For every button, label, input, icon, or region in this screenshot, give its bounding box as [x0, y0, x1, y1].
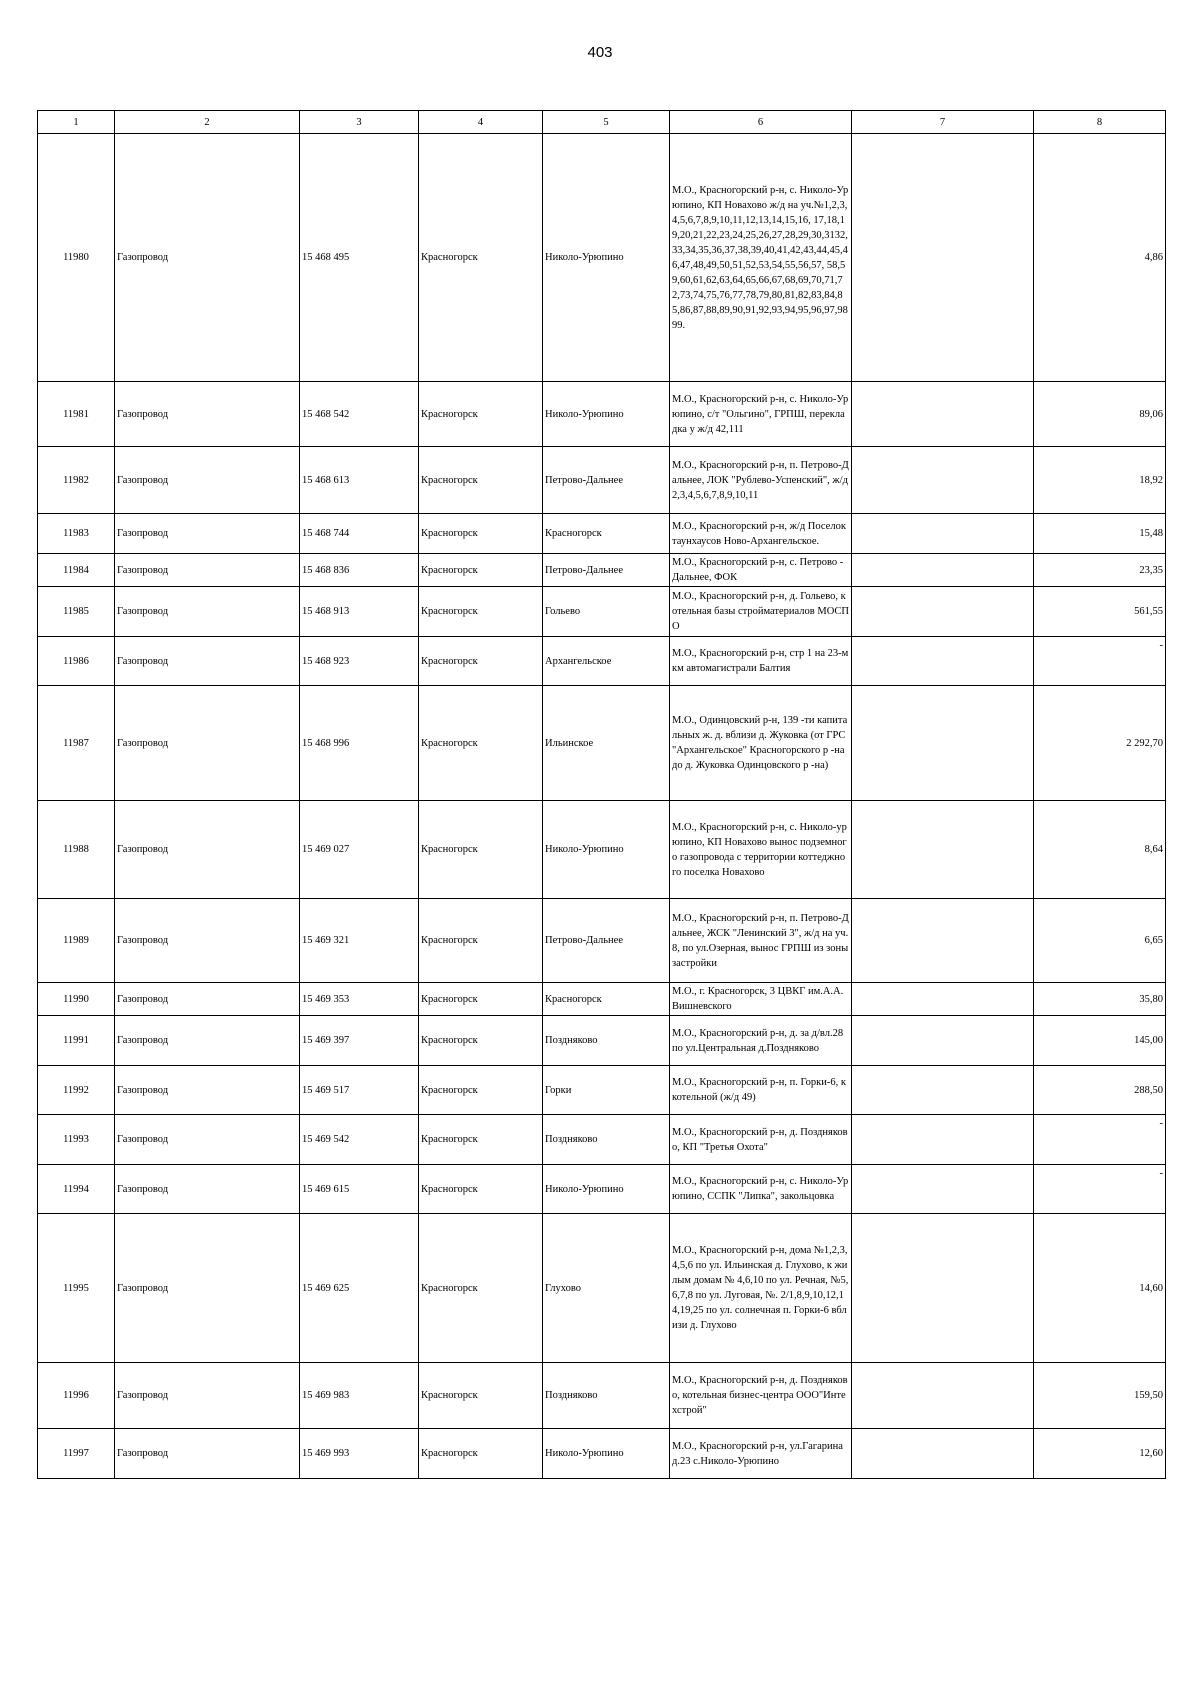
length-value: - [1034, 1165, 1166, 1214]
column-header-row [38, 111, 1166, 134]
district-name: Красногорск [419, 1066, 543, 1115]
column-7-value [852, 554, 1034, 587]
row-number: 11991 [38, 1016, 115, 1066]
column-7-value [852, 637, 1034, 686]
object-address: М.О., Одинцовский р-н, 139 -ти капитальных ж. д. вблизи д. Жуковка (от ГРС "Архангельское" Красногорского р -на до д. Жуковка Одинцовского р -на) [670, 686, 852, 801]
object-code: 15 468 913 [300, 587, 419, 637]
object-address: М.О., г. Красногорск, 3 ЦВКГ им.А.А.Вишневского [670, 983, 852, 1016]
object-code: 15 468 996 [300, 686, 419, 801]
table-row [38, 686, 1166, 801]
object-name: Газопровод [115, 1066, 300, 1115]
row-number: 11995 [38, 1214, 115, 1363]
column-7-value [852, 983, 1034, 1016]
object-address: М.О., Красногорский р-н, с. Петрово - Дальнее, ФОК [670, 554, 852, 587]
object-code: 15 469 027 [300, 801, 419, 899]
table-row [38, 382, 1166, 447]
locality-name: Николо-Урюпино [543, 1429, 670, 1479]
registry-table [37, 110, 1166, 1479]
district-name: Красногорск [419, 983, 543, 1016]
locality-name: Глухово [543, 1214, 670, 1363]
object-name: Газопровод [115, 1363, 300, 1429]
object-code: 15 469 983 [300, 1363, 419, 1429]
row-number: 11981 [38, 382, 115, 447]
object-name: Газопровод [115, 686, 300, 801]
object-name: Газопровод [115, 1115, 300, 1165]
row-number: 11988 [38, 801, 115, 899]
table-row [38, 1429, 1166, 1479]
table-row [38, 1066, 1166, 1115]
table-row [38, 899, 1166, 983]
object-name: Газопровод [115, 637, 300, 686]
object-name: Газопровод [115, 1214, 300, 1363]
table-row [38, 554, 1166, 587]
locality-name: Поздняково [543, 1363, 670, 1429]
district-name: Красногорск [419, 447, 543, 514]
locality-name: Николо-Урюпино [543, 1165, 670, 1214]
district-name: Красногорск [419, 554, 543, 587]
object-address: М.О., Красногорский р-н, стр 1 на 23-м км автомагистрали Балтия [670, 637, 852, 686]
table-row [38, 1165, 1166, 1214]
column-header: 6 [670, 111, 852, 134]
length-value: 159,50 [1034, 1363, 1166, 1429]
row-number: 11992 [38, 1066, 115, 1115]
column-header: 2 [115, 111, 300, 134]
table-row [38, 1016, 1166, 1066]
district-name: Красногорск [419, 1016, 543, 1066]
column-header: 1 [38, 111, 115, 134]
locality-name: Николо-Урюпино [543, 134, 670, 382]
row-number: 11986 [38, 637, 115, 686]
object-name: Газопровод [115, 554, 300, 587]
object-address: М.О., Красногорский р-н, д. Поздняково, КП "Третья Охота" [670, 1115, 852, 1165]
locality-name: Архангельское [543, 637, 670, 686]
object-name: Газопровод [115, 514, 300, 554]
object-code: 15 468 542 [300, 382, 419, 447]
object-code: 15 469 542 [300, 1115, 419, 1165]
object-address: М.О., Красногорский р-н, ж/д Поселок таунхаусов Ново-Архангельское. [670, 514, 852, 554]
object-name: Газопровод [115, 587, 300, 637]
object-code: 15 468 923 [300, 637, 419, 686]
locality-name: Красногорск [543, 514, 670, 554]
district-name: Красногорск [419, 134, 543, 382]
locality-name: Петрово-Дальнее [543, 554, 670, 587]
length-value: 89,06 [1034, 382, 1166, 447]
object-address: М.О., Красногорский р-н, д. Гольево, котельная базы стройматериалов МОСПО [670, 587, 852, 637]
object-address: М.О., Красногорский р-н, с. Николо-Урюпино, ССПК "Липка", закольцовка [670, 1165, 852, 1214]
length-value: 14,60 [1034, 1214, 1166, 1363]
page-number: 403 [587, 44, 613, 61]
length-value: 145,00 [1034, 1016, 1166, 1066]
column-7-value [852, 1214, 1034, 1363]
table-body [38, 111, 1166, 1479]
object-address: М.О., Красногорский р-н, ул.Гагарина д.23 с.Николо-Урюпино [670, 1429, 852, 1479]
column-7-value [852, 686, 1034, 801]
table-row [38, 1115, 1166, 1165]
row-number: 11982 [38, 447, 115, 514]
table-row [38, 514, 1166, 554]
column-header: 8 [1034, 111, 1166, 134]
column-7-value [852, 1066, 1034, 1115]
length-value: 35,80 [1034, 983, 1166, 1016]
row-number: 11985 [38, 587, 115, 637]
column-header: 4 [419, 111, 543, 134]
row-number: 11987 [38, 686, 115, 801]
district-name: Красногорск [419, 899, 543, 983]
district-name: Красногорск [419, 801, 543, 899]
object-code: 15 468 613 [300, 447, 419, 514]
locality-name: Петрово-Дальнее [543, 899, 670, 983]
district-name: Красногорск [419, 637, 543, 686]
length-value: 561,55 [1034, 587, 1166, 637]
length-value: 15,48 [1034, 514, 1166, 554]
row-number: 11989 [38, 899, 115, 983]
row-number: 11993 [38, 1115, 115, 1165]
column-7-value [852, 447, 1034, 514]
table-row [38, 587, 1166, 637]
table-row [38, 1214, 1166, 1363]
table-row [38, 447, 1166, 514]
locality-name: Гольево [543, 587, 670, 637]
object-name: Газопровод [115, 1429, 300, 1479]
object-address: М.О., Красногорский р-н, п. Горки-6, к котельной (ж/д 49) [670, 1066, 852, 1115]
column-7-value [852, 382, 1034, 447]
district-name: Красногорск [419, 587, 543, 637]
locality-name: Горки [543, 1066, 670, 1115]
locality-name: Петрово-Дальнее [543, 447, 670, 514]
column-7-value [852, 1165, 1034, 1214]
district-name: Красногорск [419, 1214, 543, 1363]
column-header: 5 [543, 111, 670, 134]
length-value: 4,86 [1034, 134, 1166, 382]
table-row [38, 1363, 1166, 1429]
district-name: Красногорск [419, 382, 543, 447]
row-number: 11996 [38, 1363, 115, 1429]
row-number: 11983 [38, 514, 115, 554]
locality-name: Ильинское [543, 686, 670, 801]
column-7-value [852, 514, 1034, 554]
length-value: 18,92 [1034, 447, 1166, 514]
object-code: 15 469 517 [300, 1066, 419, 1115]
object-code: 15 469 993 [300, 1429, 419, 1479]
object-name: Газопровод [115, 447, 300, 514]
locality-name: Красногорск [543, 983, 670, 1016]
district-name: Красногорск [419, 1363, 543, 1429]
object-name: Газопровод [115, 1165, 300, 1214]
object-code: 15 469 353 [300, 983, 419, 1016]
column-7-value [852, 1363, 1034, 1429]
column-7-value [852, 899, 1034, 983]
column-7-value [852, 134, 1034, 382]
table-row [38, 134, 1166, 382]
object-code: 15 468 495 [300, 134, 419, 382]
locality-name: Николо-Урюпино [543, 801, 670, 899]
table-row [38, 637, 1166, 686]
object-name: Газопровод [115, 983, 300, 1016]
object-address: М.О., Красногорский р-н, с. Николо-Урюпино, КП Новахово ж/д на уч.№1,2,3,4,5,6,7,8,9,10,11,12,13,14,15,16, 17,18,19,20,21,22,23,24,25,26,27,28,29,30,3132,33,34,35,36,37,38,39,40,41,42,43,44,45,46,47,48,49,50,51,52,53,54,55,56,57, 58,59,60,61,62,63,64,65,66,67,68,69,70,71,72,73,74,75,76,77,78,79,80,81,82,83,84,85,86,87,88,89,90,91,92,93,94,95,96,97,98 99. [670, 134, 852, 382]
length-value: 2 292,70 [1034, 686, 1166, 801]
length-value: 6,65 [1034, 899, 1166, 983]
district-name: Красногорск [419, 514, 543, 554]
locality-name: Николо-Урюпино [543, 382, 670, 447]
column-7-value [852, 1016, 1034, 1066]
length-value: 23,35 [1034, 554, 1166, 587]
length-value: - [1034, 1115, 1166, 1165]
column-7-value [852, 801, 1034, 899]
object-code: 15 469 321 [300, 899, 419, 983]
object-name: Газопровод [115, 134, 300, 382]
column-header: 3 [300, 111, 419, 134]
locality-name: Поздняково [543, 1115, 670, 1165]
object-code: 15 468 744 [300, 514, 419, 554]
row-number: 11990 [38, 983, 115, 1016]
object-code: 15 468 836 [300, 554, 419, 587]
row-number: 11980 [38, 134, 115, 382]
length-value: 288,50 [1034, 1066, 1166, 1115]
district-name: Красногорск [419, 1165, 543, 1214]
object-address: М.О., Красногорский р-н, п. Петрово-Дальнее, ЛОК "Рублево-Успенский", ж/д 2,3,4,5,6,7,8,9,10,11 [670, 447, 852, 514]
object-address: М.О., Красногорский р-н, с. Николо-Урюпино, с/т "Ольгино", ГРПШ, перекладка у ж/д 42,111 [670, 382, 852, 447]
district-name: Красногорск [419, 1429, 543, 1479]
column-7-value [852, 587, 1034, 637]
district-name: Красногорск [419, 686, 543, 801]
length-value: 12,60 [1034, 1429, 1166, 1479]
district-name: Красногорск [419, 1115, 543, 1165]
column-header: 7 [852, 111, 1034, 134]
object-address: М.О., Красногорский р-н, дома №1,2,3,4,5,6 по ул. Ильинская д. Глухово, к жилым домам № 4,6,10 по ул. Речная, №5,6,7,8 по ул. Луговая, №. 2/1,8,9,10,12,14,19,25 по ул. солнечная п. Горки-6 вблизи д. Глухово [670, 1214, 852, 1363]
object-address: М.О., Красногорский р-н, д. за д/вл.28 по ул.Центральная д.Поздняково [670, 1016, 852, 1066]
column-7-value [852, 1115, 1034, 1165]
object-name: Газопровод [115, 382, 300, 447]
object-code: 15 469 615 [300, 1165, 419, 1214]
object-address: М.О., Красногорский р-н, п. Петрово-Дальнее, ЖСК "Ленинский 3", ж/д на уч.8, по ул.Озерная, вынос ГРПШ из зоны застройки [670, 899, 852, 983]
object-code: 15 469 625 [300, 1214, 419, 1363]
object-name: Газопровод [115, 1016, 300, 1066]
length-value: 8,64 [1034, 801, 1166, 899]
object-address: М.О., Красногорский р-н, д. Поздняково, котельная бизнес-центра ООО"Интехстрой" [670, 1363, 852, 1429]
object-name: Газопровод [115, 899, 300, 983]
object-address: М.О., Красногорский р-н, с. Николо-урюпино, КП Новахово вынос подземного газопровода с территории коттеджного поселка Новахово [670, 801, 852, 899]
object-name: Газопровод [115, 801, 300, 899]
column-7-value [852, 1429, 1034, 1479]
locality-name: Поздняково [543, 1016, 670, 1066]
table-row [38, 983, 1166, 1016]
length-value: - [1034, 637, 1166, 686]
object-code: 15 469 397 [300, 1016, 419, 1066]
row-number: 11997 [38, 1429, 115, 1479]
table-row [38, 801, 1166, 899]
row-number: 11984 [38, 554, 115, 587]
row-number: 11994 [38, 1165, 115, 1214]
